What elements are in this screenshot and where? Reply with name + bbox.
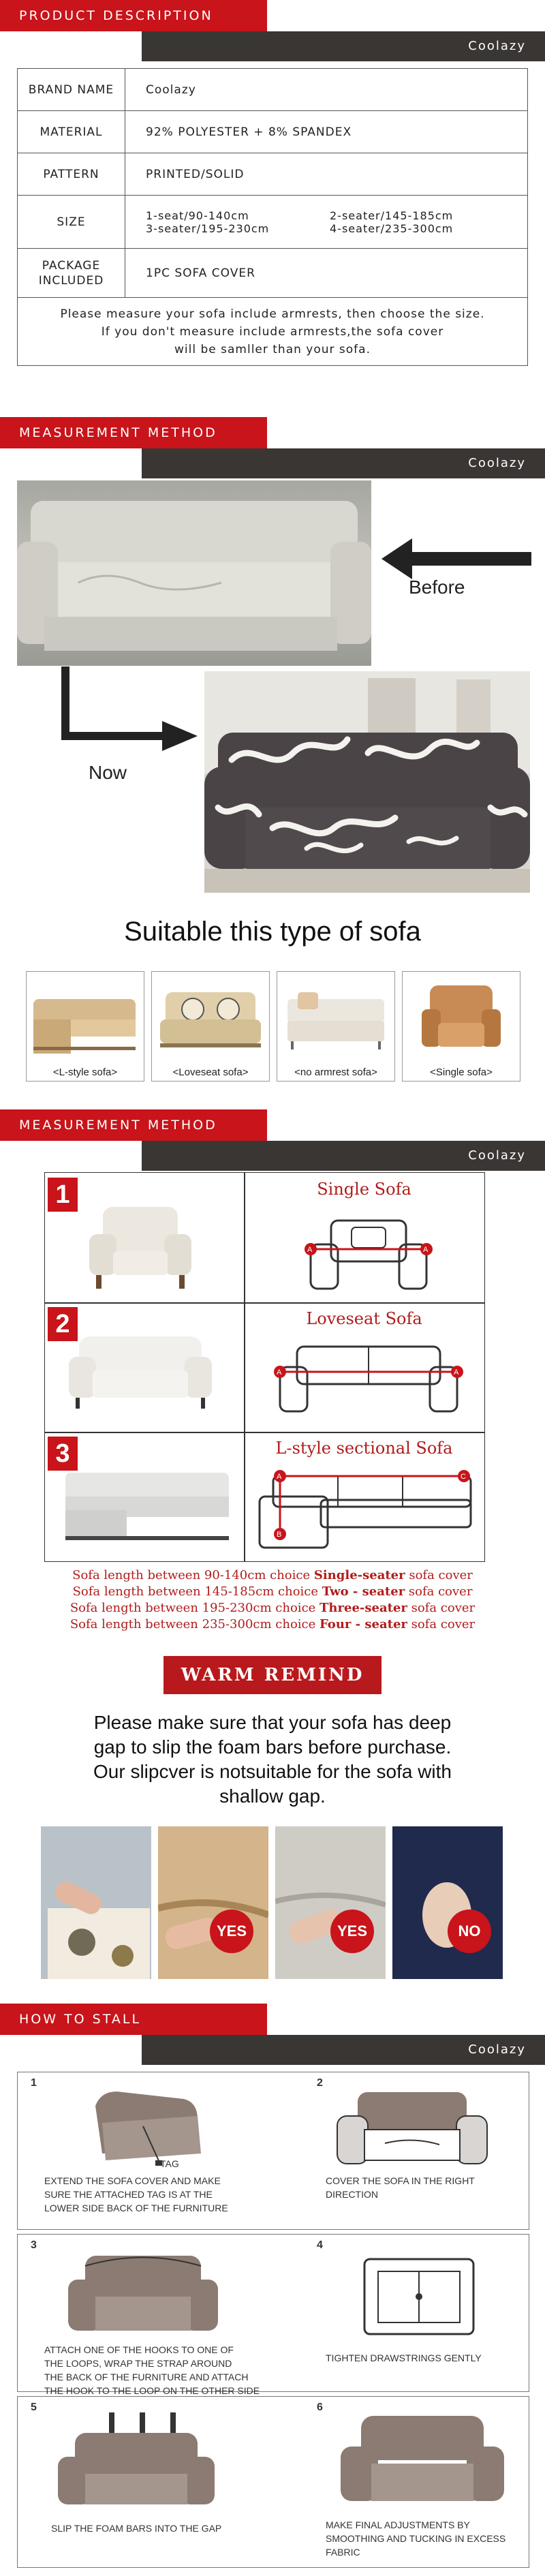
remind-line: gap to slip the foam bars before purchase. <box>93 1736 452 1758</box>
now-sofa-photo <box>204 671 530 893</box>
no-badge: NO <box>448 1910 491 1953</box>
single-sofa-icon <box>403 972 520 1060</box>
size-values <box>125 196 528 249</box>
l-style-sofa-diagram <box>253 1459 481 1554</box>
length-guide <box>0 1567 545 1633</box>
sofa-type-no-armrest <box>277 971 395 1082</box>
sofa-type-label: <Single sofa> <box>430 1067 493 1078</box>
product-description-header <box>0 0 545 61</box>
measurement-grid <box>44 1172 485 1562</box>
table-row <box>18 69 528 111</box>
table-row <box>18 196 528 249</box>
length-line: Sofa length between 235-300cm choice Four - seater sofa cover <box>69 1617 476 1631</box>
before-arrow-icon <box>382 538 531 579</box>
sofa-type-l-style <box>26 971 144 1082</box>
l-style-sofa-title: L-style sectional Sofa <box>275 1439 453 1458</box>
size-1seat: 1-seat/90-140cm <box>146 209 249 222</box>
length-line: Sofa length between 195-230cm choice Three-seater sofa cover <box>69 1601 476 1615</box>
package-label-1: PACKAGE <box>42 258 101 273</box>
l-style-sofa-icon <box>27 972 144 1060</box>
tag-label: TAG <box>160 2158 179 2169</box>
section-title: PRODUCT DESCRIPTION <box>0 0 267 31</box>
spec-value: PRINTED/SOLID <box>125 153 528 196</box>
spec-label: BRAND NAME <box>18 69 125 111</box>
worn-sofa-illustration <box>17 480 371 666</box>
spec-label: SIZE <box>18 196 125 249</box>
suitable-heading: Suitable this type of sofa <box>124 917 421 947</box>
step-instructions: COVER THE SOFA IN THE RIGHT DIRECTION <box>326 2175 475 2200</box>
remind-text <box>0 1711 545 1809</box>
grid-divider <box>45 1302 484 1304</box>
step-number-badge: 2 <box>48 1307 78 1341</box>
single-sofa-photo <box>72 1203 208 1295</box>
size-2seat: 2-seater/145-185cm <box>330 209 454 222</box>
spec-value: Coolazy <box>125 69 528 111</box>
section-title: HOW TO STALL <box>0 2004 267 2035</box>
armchair-image <box>72 1203 208 1292</box>
step-instructions: EXTEND THE SOFA COVER AND MAKE SURE THE ATTACHED TAG IS AT THE LOWER SIDE BACK OF THE FURNITURE <box>44 2175 228 2213</box>
step6-finished-sofa-icon <box>337 2412 508 2508</box>
step-instructions: TIGHTEN DRAWSTRINGS GENTLY <box>326 2352 482 2363</box>
header-dark-bar <box>0 1141 545 1171</box>
package-label-2: INCLUDED <box>38 273 104 288</box>
gap-photo-1 <box>41 1826 151 1979</box>
loveseat-sofa-diagram <box>270 1336 467 1425</box>
brand-label: Coolazy <box>468 1148 526 1163</box>
yes-badge: YES <box>330 1910 374 1953</box>
shallow-gap-image <box>392 1826 503 1979</box>
measurement-method-header <box>0 417 545 478</box>
svg-text:A: A <box>307 1246 313 1254</box>
header-dark-bar <box>0 31 545 61</box>
l-style-sofa-photo <box>52 1462 236 1554</box>
sofa-type-label: <Loveseat sofa> <box>172 1067 249 1078</box>
now-label: Now <box>89 762 127 783</box>
measurement-sizes-header <box>0 1109 545 1171</box>
hand-tuck-image <box>41 1826 151 1979</box>
spec-label: PATTERN <box>18 153 125 196</box>
step-number: 1 <box>31 2077 37 2089</box>
covered-sofa-illustration <box>204 671 530 893</box>
grid-divider <box>45 1432 484 1433</box>
gap-photo-2 <box>158 1826 268 1979</box>
armless-sofa-icon <box>277 972 394 1060</box>
step-number: 3 <box>31 2239 37 2251</box>
sectional-image <box>52 1462 236 1551</box>
section-title: MEASUREMENT METHOD <box>0 417 267 448</box>
spec-value: 92% POLYESTER + 8% SPANDEX <box>125 111 528 153</box>
warm-remind-banner: WARM REMIND <box>164 1656 382 1694</box>
length-line: Sofa length between 145-185cm choice Two - seater sofa cover <box>72 1584 473 1599</box>
before-sofa-photo <box>17 480 371 666</box>
table-row <box>18 153 528 196</box>
gap-photo-4 <box>392 1826 503 1979</box>
step-number: 6 <box>317 2402 323 2413</box>
svg-text:C: C <box>461 1473 466 1481</box>
deep-gap-image <box>158 1826 268 1979</box>
brand-label: Coolazy <box>468 2042 526 2057</box>
step-instructions: MAKE FINAL ADJUSTMENTS BY SMOOTHING AND TUCKING IN EXCESS FABRIC <box>326 2519 506 2558</box>
note-line: will be samller than your sofa. <box>174 342 371 356</box>
remind-line: Our slipcver is notsuitable for the sofa with <box>93 1761 452 1782</box>
single-sofa-title: Single Sofa <box>317 1180 411 1199</box>
header-dark-bar <box>0 448 545 478</box>
spec-label: MATERIAL <box>18 111 125 153</box>
sofa-type-loveseat <box>151 971 270 1082</box>
size-3seat: 3-seater/195-230cm <box>146 221 270 235</box>
section-title: MEASUREMENT METHOD <box>0 1109 267 1141</box>
svg-text:A: A <box>423 1246 429 1254</box>
step-number: 4 <box>317 2239 323 2251</box>
step-number: 5 <box>31 2402 37 2413</box>
step5-foam-bar-icon <box>54 2409 218 2511</box>
sofa-type-single <box>402 971 520 1082</box>
step-instructions: SLIP THE FOAM BARS INTO THE GAP <box>51 2523 222 2534</box>
spec-table <box>17 68 528 366</box>
before-label: Before <box>409 577 465 598</box>
sofa-type-label: <no armrest sofa> <box>294 1067 377 1078</box>
svg-text:B: B <box>277 1531 282 1539</box>
table-row <box>18 249 528 298</box>
step-instructions: ATTACH ONE OF THE HOOKS TO ONE OF THE LOOPS, WRAP THE STRAP AROUND THE BACK OF THE FURNITURE AND ATTACH THE HOOK TO THE LOOP ON THE OTHER SIDE <box>44 2344 260 2396</box>
svg-text:A: A <box>277 1473 282 1481</box>
step1-sofa-icon <box>82 2085 218 2167</box>
medium-gap-image <box>275 1826 386 1979</box>
brand-label: Coolazy <box>468 456 526 470</box>
how-to-stall-header <box>0 2004 545 2065</box>
yes-badge: YES <box>210 1910 253 1953</box>
step-number-badge: 1 <box>48 1178 78 1212</box>
loveseat-image <box>59 1330 222 1418</box>
sofa-type-label: <L-style sofa> <box>52 1067 118 1078</box>
gap-photo-3 <box>275 1826 386 1979</box>
size-4seat: 4-seater/235-300cm <box>330 221 454 235</box>
measure-note <box>18 298 528 366</box>
remind-line: shallow gap. <box>219 1785 326 1807</box>
step2-sofa-icon <box>330 2089 494 2171</box>
note-line: If you don't measure include armrests,the sofa cover <box>101 324 444 339</box>
spec-value: 1PC SOFA COVER <box>125 249 528 298</box>
grid-divider <box>244 1173 245 1561</box>
step3-sofa-icon <box>65 2252 221 2341</box>
single-sofa-diagram <box>290 1207 447 1295</box>
brand-label: Coolazy <box>468 39 526 53</box>
remind-line: Please make sure that your sofa has deep <box>93 1712 452 1733</box>
step4-drawstring-icon <box>351 2252 487 2341</box>
now-arrow-icon <box>61 666 204 755</box>
table-row <box>18 111 528 153</box>
loveseat-sofa-icon <box>152 972 269 1060</box>
svg-text:A: A <box>454 1368 459 1377</box>
svg-text:A: A <box>277 1368 282 1377</box>
loveseat-sofa-title: Loveseat Sofa <box>306 1309 422 1328</box>
loveseat-sofa-photo <box>59 1330 222 1422</box>
step-number: 2 <box>317 2077 323 2089</box>
header-dark-bar <box>0 2035 545 2065</box>
note-line: Please measure your sofa include armrests, then choose the size. <box>60 307 485 321</box>
table-row <box>18 298 528 366</box>
length-line: Sofa length between 90-140cm choice Single-seater sofa cover <box>72 1568 473 1582</box>
spec-label <box>18 249 125 298</box>
step-number-badge: 3 <box>48 1437 78 1471</box>
